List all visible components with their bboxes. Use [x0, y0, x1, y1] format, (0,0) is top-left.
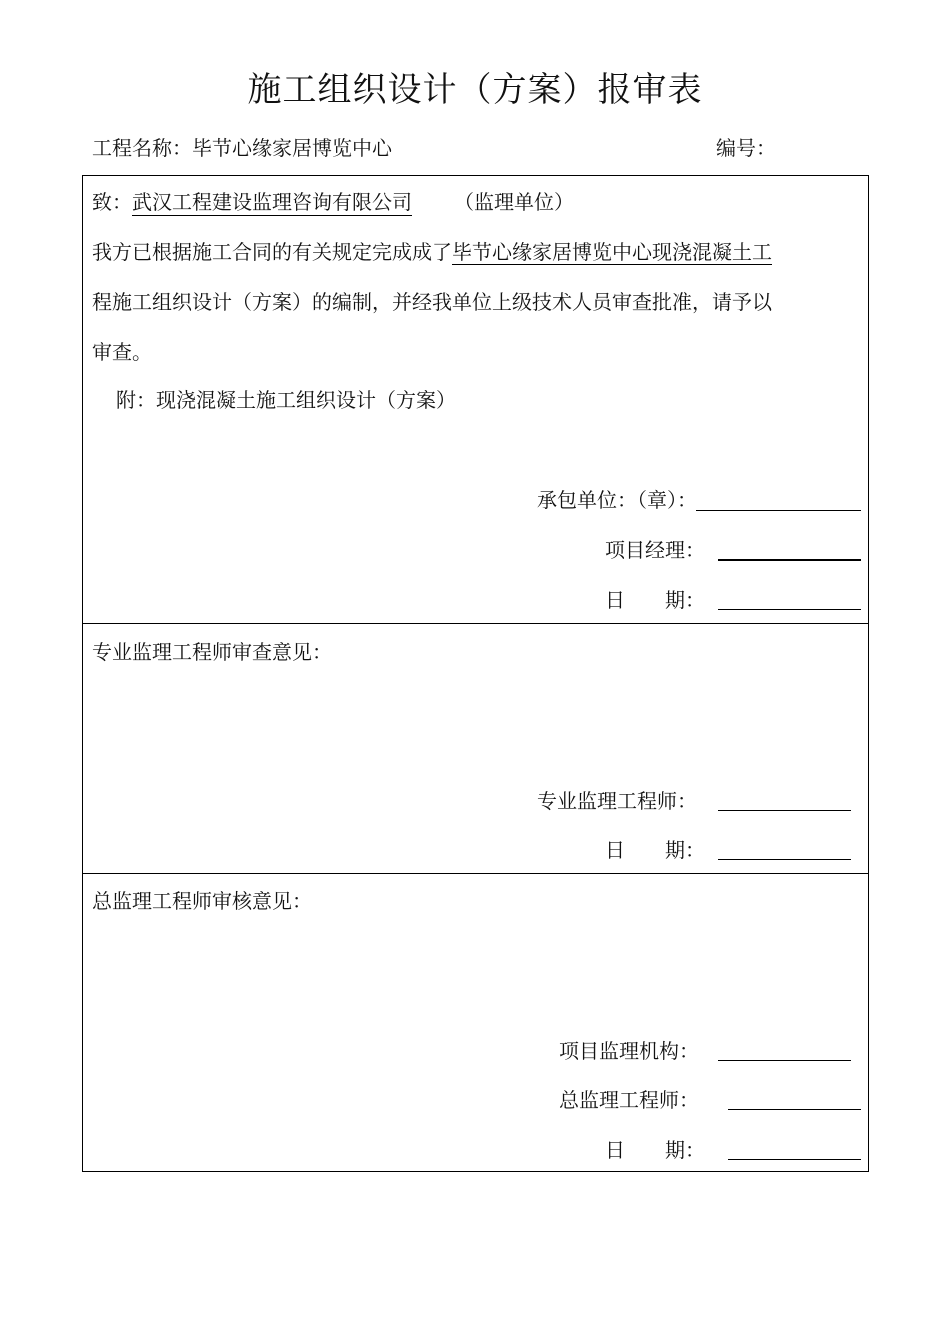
project-manager-line[interactable] [718, 559, 861, 561]
chief-engineer-label: 总监理工程师： [559, 1088, 699, 1112]
contractor-date-line[interactable] [718, 609, 861, 610]
project-manager-label: 项目经理： [605, 538, 705, 562]
chief-date-line[interactable] [728, 1159, 861, 1160]
section-divider-1 [83, 623, 868, 624]
submission-statement-line2: 程施工组织设计（方案）的编制，并经我单位上级技术人员审查批准，请予以 [92, 290, 772, 314]
addressee-line [92, 186, 574, 215]
project-name-row [92, 132, 392, 161]
specialist-engineer-label: 专业监理工程师： [537, 789, 697, 813]
supervision-org-label: 项目监理机构： [559, 1039, 699, 1063]
submission-statement-line3: 审查。 [92, 340, 152, 364]
project-name-label: 工程名称： [92, 136, 192, 160]
chief-engineer-line[interactable] [728, 1109, 861, 1110]
project-name-value: 毕节心缘家居博览中心 [192, 136, 392, 160]
supervision-org-line[interactable] [718, 1060, 851, 1061]
statement-prefix: 我方已根据施工合同的有关规定完成成了 [92, 240, 452, 264]
specialist-date-label: 日 期： [605, 838, 705, 862]
section-divider-2 [83, 873, 868, 874]
contractor-seal-label: 承包单位：（章）： [537, 488, 697, 512]
specialist-date-line[interactable] [718, 859, 851, 860]
statement-project: 毕节心缘家居博览中心现浇混凝土工 [452, 240, 772, 264]
form-title: 施工组织设计（方案）报审表 [247, 70, 703, 110]
specialist-review-heading: 专业监理工程师审查意见： [92, 640, 332, 664]
chief-review-heading: 总监理工程师审核意见： [92, 889, 312, 913]
supervisor-company: 武汉工程建设监理咨询有限公司 [132, 190, 412, 214]
contractor-date-label: 日 期： [605, 588, 705, 612]
supervisor-role: （监理单位） [454, 190, 574, 214]
submission-statement-line1 [92, 236, 772, 265]
specialist-engineer-line[interactable] [718, 810, 851, 811]
chief-date-label: 日 期： [605, 1138, 705, 1162]
attachment-note: 附：现浇混凝土施工组织设计（方案） [116, 388, 456, 412]
form-number-label: 编号： [716, 136, 776, 160]
to-label: 致： [92, 190, 132, 214]
approval-form-table [82, 175, 869, 1172]
contractor-seal-line[interactable] [696, 510, 861, 511]
